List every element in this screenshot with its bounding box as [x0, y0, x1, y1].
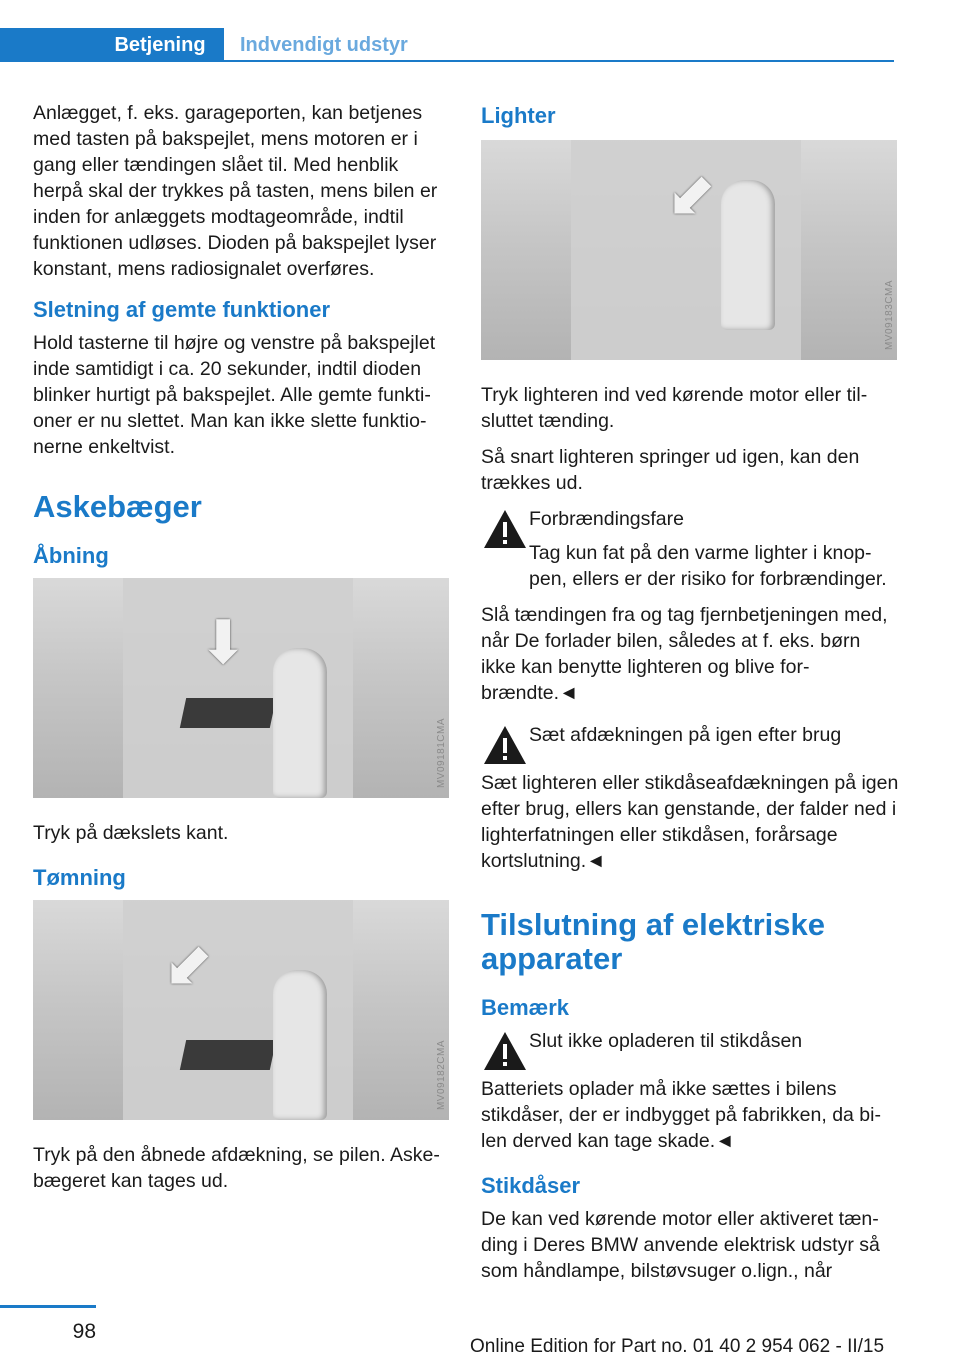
warning-triangle-icon: [481, 506, 529, 552]
lighter-heading: Lighter: [481, 103, 556, 128]
warning-title: Forbrændingsfare: [529, 508, 684, 530]
abning-paragraph: Tryk på dækslets kant.: [33, 822, 229, 844]
warning-text: Sæt lighteren eller stikdåseafdækningen på igen efter brug, ellers kan genstande, der falder ned i lighterfatningen eller stikdåsen, forårsage kortslutning.◄: [481, 772, 899, 872]
warning-block: [481, 506, 899, 600]
ashtray-empty-figure: [33, 900, 449, 1120]
askebaeger-heading: Askebæger: [33, 489, 202, 524]
tomning-heading: Tømning: [33, 865, 126, 890]
left-column: [33, 100, 451, 1204]
figure-code: MV09183CMA: [884, 279, 895, 350]
header-rule: [224, 60, 894, 62]
warning-continuation: Slå tændingen fra og tag fjernbetjeningen med, når De forlader bilen, således at f. eks. børn ikke kan benytte lighteren og blive forbrændte.◄: [481, 604, 888, 704]
warning-block: [481, 722, 899, 768]
header-left-bar: [0, 28, 96, 62]
right-column: [481, 100, 899, 1294]
abning-heading: Åbning: [33, 543, 109, 568]
tab-betjening[interactable]: Betjening: [96, 28, 224, 62]
warning-text: Tag kun fat på den varme lighter i knoppen, ellers er der risiko for forbrændinger.: [529, 542, 887, 590]
intro-paragraph: Anlægget, f. eks. garageporten, kan betjenes med tasten på bakspejlet, mens motoren er i gang eller tændingen slået til. Med henblik herpå skal der trykkes på tasten, mens bilen er inden for anlæggets modtageområde, indtil funktionen udløses. Dioden på bakspejlet lyser konstant, mens radiosignalet overføres.: [33, 102, 438, 280]
footer-rule: [0, 1305, 96, 1308]
arrow-down-icon: ⬋: [666, 161, 717, 228]
warning-title: Slut ikke opladeren til stikdåsen: [529, 1030, 803, 1052]
tomning-paragraph: Tryk på den åbnede afdækning, se pilen. Askebægeret kan tages ud.: [33, 1144, 440, 1192]
lighter-figure: [481, 140, 897, 360]
sletning-paragraph: Hold tasterne til højre og venstre på bakspejlet inde samtidigt i ca. 20 sekunder, indtil dioden blinker hurtigt på bakspejlet. Alle gemte funktioner er nu slettet. Man kan ikke slette funktionerne enkeltvist.: [33, 332, 436, 458]
warning-title: Sæt afdækningen på igen efter brug: [529, 724, 842, 746]
stikdaser-paragraph: De kan ved kørende motor eller aktiveret tænding i Deres BMW anvende elektrisk udstyr så som håndlampe, bilstøvsuger o.lign., når: [481, 1208, 880, 1282]
figure-code: MV09181CMA: [436, 717, 447, 788]
lighter-paragraph-2: Så snart lighteren springer ud igen, kan den trækkes ud.: [481, 446, 860, 494]
tilslutning-heading: Tilslutning af elektriske apparater: [481, 907, 825, 976]
warning-triangle-icon: [481, 1028, 529, 1074]
figure-code: MV09182CMA: [436, 1039, 447, 1110]
warning-text: Batteriets oplader må ikke sættes i bilens stikdåser, der er indbygget på fabrikken, da bilen derved kan tage skade.◄: [481, 1078, 881, 1152]
ashtray-open-figure: [33, 578, 449, 798]
warning-triangle-icon: [481, 722, 529, 768]
stikdaser-heading: Stikdåser: [481, 1173, 581, 1198]
tab-indvendigt-udstyr[interactable]: Indvendigt udstyr: [240, 34, 408, 56]
arrow-down-left-icon: ⬋: [163, 931, 214, 998]
arrow-down-icon: ⬇: [198, 609, 249, 676]
bemaerk-heading: Bemærk: [481, 995, 570, 1020]
edition-footer: Online Edition for Part no. 01 40 2 954 062 - II/15: [470, 1336, 885, 1357]
warning-block: [481, 1028, 899, 1074]
lighter-paragraph-1: Tryk lighteren ind ved kørende motor eller tilsluttet tænding.: [481, 384, 868, 432]
sletning-heading: Sletning af gemte funktioner: [33, 297, 331, 322]
page-number: 98: [72, 1320, 96, 1343]
